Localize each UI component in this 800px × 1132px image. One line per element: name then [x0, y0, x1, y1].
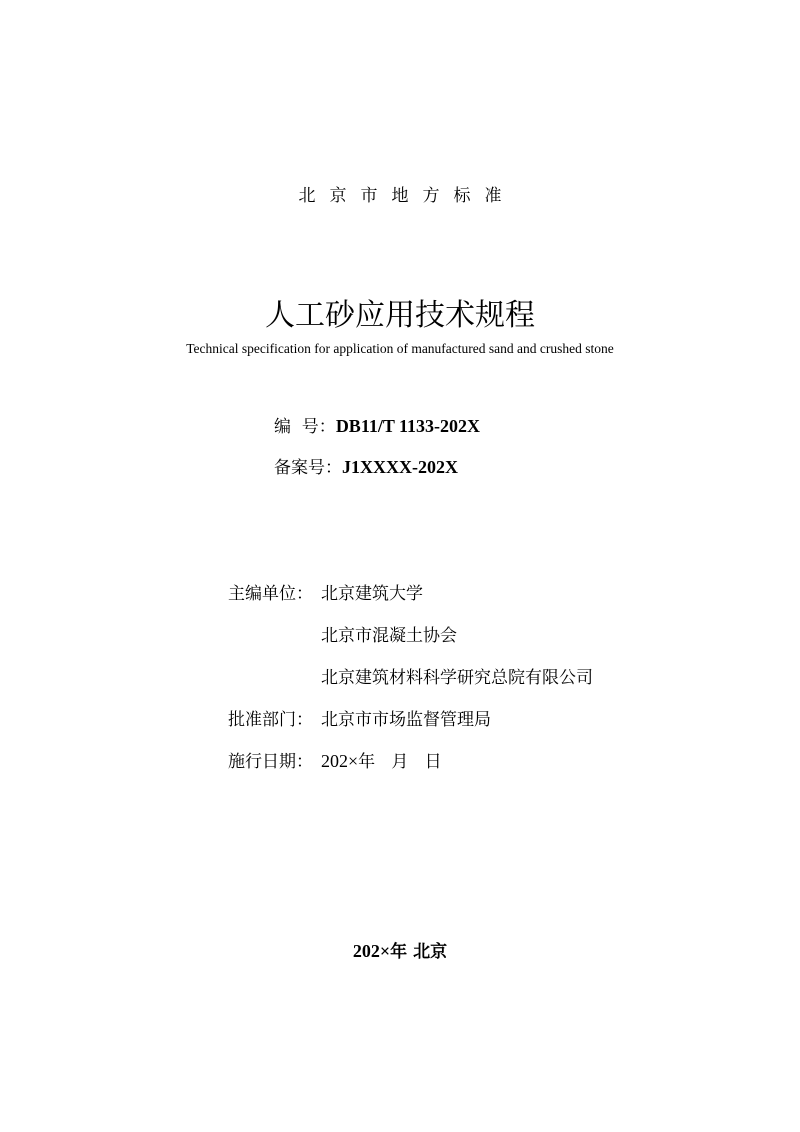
date-year: 202× [321, 751, 359, 771]
standard-number-label: 编 号： [274, 417, 336, 437]
standard-number-value: DB11/T 1133-202X [335, 416, 481, 436]
document-title: 人工砂应用技术规程 [265, 298, 535, 333]
editor-1: 北京建筑大学 [321, 584, 423, 604]
footer-year-place [0, 937, 800, 962]
date-label: 施行日期： [228, 752, 313, 772]
date-rest: 年 月 日 [358, 752, 442, 772]
filing-number [274, 453, 458, 478]
filing-number-label: 备案号： [274, 458, 342, 478]
effective-date [321, 747, 442, 772]
editor-label: 主编单位： [228, 584, 313, 604]
approver: 北京市市场监督管理局 [321, 710, 491, 730]
editor-3: 北京建筑材料科学研究总院有限公司 [321, 668, 593, 688]
editor-2: 北京市混凝土协会 [321, 626, 457, 646]
document-title-english: Technical specification for application of manufactured sand and crushed stone [186, 341, 614, 356]
footer-place: 年 北京 [390, 942, 448, 962]
approver-label: 批准部门： [228, 710, 313, 730]
footer-year: 202× [352, 941, 391, 961]
standard-series: 北京市地方标准 [298, 186, 516, 206]
filing-number-value: J1XXXX-202X [342, 457, 458, 477]
standard-number [274, 412, 480, 437]
